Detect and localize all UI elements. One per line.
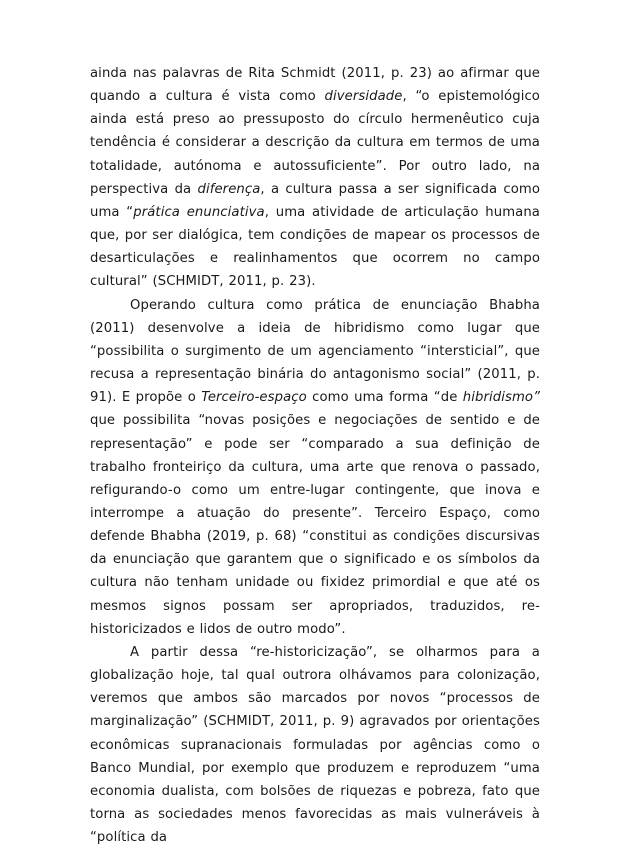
italic-run: prática enunciativa: [133, 204, 265, 220]
text-run: Operando cultura como prática de enunciação Bhabha (2011) desenvolve a ideia de hibridismo como lugar que “possibilita o surgimento de um agenciamento “intersticial”, que recusa a representação binária do antagonismo social” (2011, p. 91). E propõe o: [90, 297, 540, 406]
text-run: A partir dessa “re-historicização”, se olharmos para a globalização hoje, tal qual outrora olhávamos para colonização, veremos que ambos são marcados por novos “processos de marginalização” (SCHMIDT, 2011, p. 9) agravados por orientações econômicas supranacionais formuladas por agências como o Banco Mundial, por exemplo que produzem e reproduzem “uma economia dualista, com bolsões de riquezas e pobreza, fato que torna as sociedades menos favorecidas as mais vulneráveis à “política da: [90, 644, 540, 846]
italic-run: Terceiro-espaço: [201, 390, 307, 406]
text-run: , a cultura passa a ser significada como uma “: [90, 181, 540, 220]
text-run: que possibilita “novas posições e negociações de sentido e de representação” e pode ser “comparado a sua definição de trabalho fronteiriço da cultura, uma arte que renova o passado, refigurando-o como um entre-lugar contingente, que inova e interrompe a atuação do presente”. Terceiro Espaço, como defende Bhabha (2019, p. 68) “constitui as condições discursivas da enunciação que garantem que o significado e os símbolos da cultura não tenham unidade ou fixidez primordial e que até os mesmos signos possam ser apropriados, traduzidos, re-historicizados e lidos de outro modo”.: [90, 413, 540, 637]
paragraph-2: [90, 294, 540, 641]
text-run: ainda nas palavras de Rita Schmidt (2011, p. 23) ao afirmar que quando a cultura é vista como: [90, 66, 540, 105]
italic-run: diferença: [197, 181, 261, 197]
italic-run: hibridismo”: [462, 390, 541, 406]
text-run: , “o epistemológico ainda está preso ao pressuposto do círculo hermenêutico cuja tendência é considerar a descrição da cultura em termos de uma totalidade, autónoma e autossuficiente”. Por outro lado, na perspectiva da: [90, 89, 540, 197]
document-page: [90, 62, 540, 849]
italic-run: diversidade: [324, 89, 403, 105]
text-run: , uma atividade de articulação humana que, por ser dialógica, tem condições de mapear os processos de desarticulações e realinhamentos que ocorrem no campo cultural” (SCHMIDT, 2011, p. 23).: [90, 204, 540, 290]
text-run: como uma forma “de: [306, 390, 463, 406]
paragraph-1: [90, 62, 540, 294]
paragraph-3: [90, 641, 540, 849]
